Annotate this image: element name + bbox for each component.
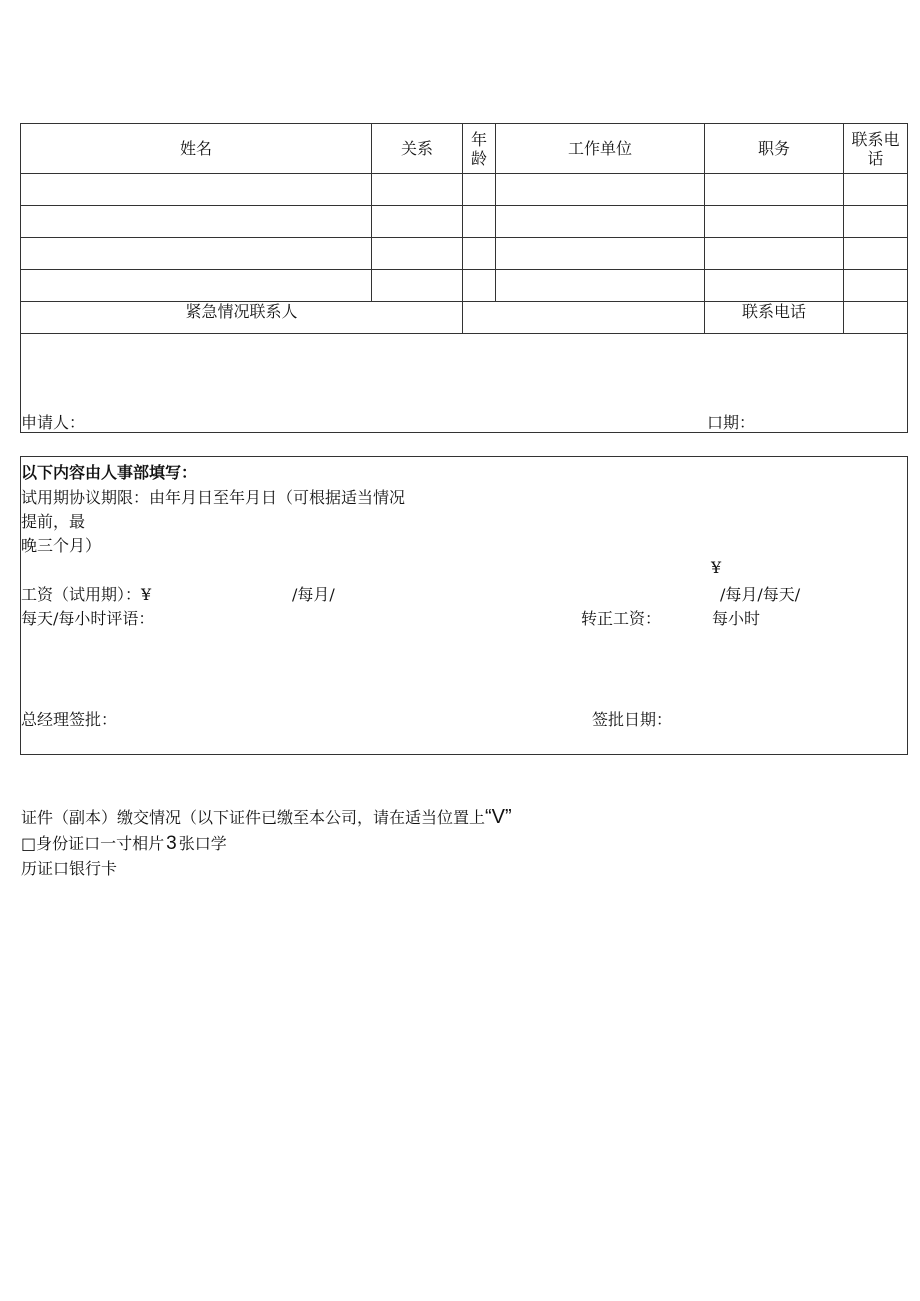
check-mark-symbol: “V”: [485, 806, 512, 828]
header-position: 职务: [757, 139, 790, 158]
table-border-bottom: [20, 432, 908, 433]
documents-line2-suffix: 张口学: [178, 834, 227, 853]
probation-salary-label: 工资（试用期）：¥: [21, 585, 152, 604]
header-workplace: 工作单位: [567, 139, 632, 158]
applicant-label: 申请人：: [21, 413, 86, 432]
documents-line3: 历证口银行卡: [21, 859, 118, 878]
header-age: 年龄: [470, 129, 487, 168]
emergency-phone-label: 联系电话: [741, 302, 806, 321]
documents-line1: [21, 805, 512, 829]
header-relation: 关系: [400, 139, 433, 158]
probation-period-line3: 晚三个月）: [21, 536, 102, 555]
documents-line2-text: □身份证口一寸相片: [21, 834, 165, 853]
per-month-day-label: /每月/每天/: [720, 585, 801, 604]
table-row-line: [20, 173, 908, 174]
yen-symbol-right: ¥: [711, 558, 722, 577]
header-phone: 联系电话: [851, 129, 900, 168]
table-row-line: [20, 237, 908, 238]
table-row-line: [20, 205, 908, 206]
table-row-line: [20, 269, 908, 270]
probation-period-line1: 试用期协议期限：由年月日至年月日（可根据适当情况: [21, 488, 406, 507]
regular-salary-label: 转正工资：: [581, 609, 662, 628]
date-label: 口期：: [707, 413, 756, 432]
documents-line2: [21, 831, 227, 855]
documents-line1-text: 证件（副本）缴交情况（以下证件已缴至本公司，请在适当位置上: [21, 808, 486, 827]
hr-section-title: 以下内容由人事部填写：: [21, 463, 198, 482]
probation-period-line2: 提前，最: [21, 512, 86, 531]
table-row-line: [20, 333, 908, 334]
per-month-label: /每月/: [292, 585, 335, 604]
per-hour-label: 每小时: [712, 609, 761, 628]
gm-approval-label: 总经理签批：: [21, 710, 118, 729]
header-name: 姓名: [179, 139, 212, 158]
approval-date-label: 签批日期：: [592, 710, 673, 729]
emergency-contact-label: 紧急情况联系人: [185, 302, 298, 321]
per-day-hour-comment-label: 每天/每小时评语：: [21, 609, 155, 628]
photo-count: 3: [166, 833, 177, 854]
table-border-right: [907, 123, 908, 433]
